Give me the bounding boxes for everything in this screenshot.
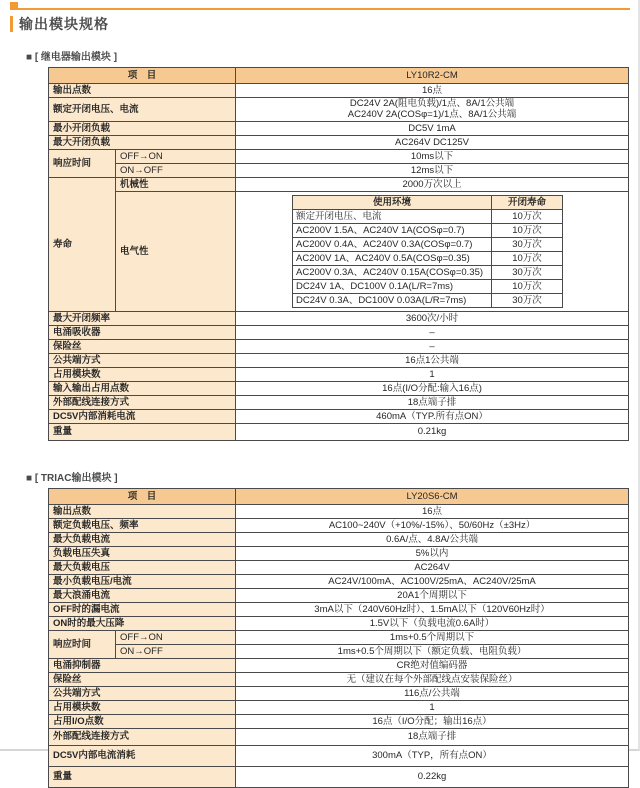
spec-value: CR绝对值编码器 (236, 658, 629, 672)
table-row (49, 149, 629, 163)
life-value: 10万次 (492, 279, 563, 293)
table-row (49, 644, 629, 658)
spec-label: 外部配线连接方式 (49, 395, 236, 409)
spec-value: 10ms以下 (236, 149, 629, 163)
table-row (49, 700, 629, 714)
accent-vertical-bar (10, 16, 13, 32)
table-header-row (49, 488, 629, 504)
table-row (49, 191, 629, 311)
table-row (49, 672, 629, 686)
spec-label: 占用模块数 (49, 700, 236, 714)
page-header (0, 0, 638, 40)
spec-label: 输出点数 (49, 504, 236, 518)
table-header-row (49, 68, 629, 84)
column-header-item: 项 目 (49, 68, 236, 84)
table-row (49, 135, 629, 149)
title-block (10, 14, 109, 34)
table-row (49, 409, 629, 423)
life-env: AC200V 1A、AC240V 0.5A(COSφ=0.35) (293, 251, 492, 265)
life-table-header-row (293, 195, 563, 209)
spec-table-triac (48, 488, 629, 788)
spec-label: 负载电压失真 (49, 546, 236, 560)
spec-label: 最大开闭频率 (49, 311, 236, 325)
life-env: AC200V 0.3A、AC240V 0.15A(COSφ=0.35) (293, 265, 492, 279)
table-row (49, 504, 629, 518)
life-env: 额定开闭电压、电流 (293, 209, 492, 223)
spec-value-line1: DC24V 2A(阻电负载)/1点、8A/1公共端 (349, 98, 515, 109)
table-row (49, 560, 629, 574)
spec-value: 460mA（TYP.所有点ON） (236, 409, 629, 423)
life-env: AC200V 1.5A、AC240V 1A(COSφ=0.7) (293, 223, 492, 237)
table-row (49, 602, 629, 616)
spec-value: – (236, 325, 629, 339)
life-col-life: 开闭寿命 (492, 195, 563, 209)
table-row (49, 630, 629, 644)
spec-label: 最小开闭负载 (49, 121, 236, 135)
spec-label: 额定开闭电压、电流 (49, 98, 236, 122)
spec-sublabel: 电气性 (116, 191, 236, 311)
spec-sublabel: OFF→ON (116, 149, 236, 163)
life-value: 30万次 (492, 237, 563, 251)
table-row (49, 381, 629, 395)
spec-label: 电涌抑制器 (49, 658, 236, 672)
spec-label: DC5V内部电流消耗 (49, 745, 236, 766)
spec-value: 18点端子排 (236, 728, 629, 745)
table-row (49, 311, 629, 325)
life-value: 30万次 (492, 293, 563, 307)
column-header-model: LY10R2-CM (236, 68, 629, 84)
spec-sublabel: ON→OFF (116, 163, 236, 177)
life-table-row (293, 237, 563, 251)
spec-label: 额定负载电压、频率 (49, 518, 236, 532)
table-row (49, 339, 629, 353)
spec-label: 占用I/O点数 (49, 714, 236, 728)
section-label-triac: ■ [ TRIAC输出模块 ] (26, 472, 118, 484)
spec-value: AC100~240V（+10%/-15%）、50/60Hz（±3Hz） (236, 518, 629, 532)
spec-value: AC264V DC125V (236, 135, 629, 149)
spec-table-relay (48, 67, 629, 441)
spec-value: 16点（I/O分配；输出16点） (236, 714, 629, 728)
life-env: AC200V 0.4A、AC240V 0.3A(COSφ=0.7) (293, 237, 492, 251)
spec-value: 300mA（TYP，所有点ON） (236, 745, 629, 766)
spec-label: 重量 (49, 423, 236, 440)
life-value: 30万次 (492, 265, 563, 279)
accent-square-decoration (10, 2, 18, 10)
spec-value: 1 (236, 700, 629, 714)
spec-value: 16点1公共端 (236, 353, 629, 367)
table-row (49, 177, 629, 191)
table-row (49, 98, 629, 122)
spec-value (236, 98, 629, 122)
page-title: 输出模块规格 (19, 16, 109, 32)
spec-label: 最大开闭负载 (49, 135, 236, 149)
spec-value: 16点 (236, 504, 629, 518)
table-row (49, 423, 629, 440)
spec-value: 3mA以下（240V60Hz时）、1.5mA以下（120V60Hz时） (236, 602, 629, 616)
life-table-row (293, 251, 563, 265)
spec-label: 最大负载电压 (49, 560, 236, 574)
spec-value: 5%以内 (236, 546, 629, 560)
spec-value: 1ms+0.5个周期以下 (236, 630, 629, 644)
spec-value: 3600次/小时 (236, 311, 629, 325)
table-row (49, 616, 629, 630)
spec-value: DC5V 1mA (236, 121, 629, 135)
spec-value: 20A1个周期以下 (236, 588, 629, 602)
table-row (49, 686, 629, 700)
table-row (49, 367, 629, 381)
spec-value: 0.22kg (236, 766, 629, 787)
life-table-row (293, 265, 563, 279)
life-col-env: 使用环境 (293, 195, 492, 209)
table-row (49, 574, 629, 588)
table-row (49, 728, 629, 745)
spec-label: 响应时间 (49, 149, 116, 177)
life-value: 10万次 (492, 251, 563, 265)
spec-value: – (236, 339, 629, 353)
spec-label: 保险丝 (49, 339, 236, 353)
spec-value: 2000万次以上 (236, 177, 629, 191)
spec-label: DC5V内部消耗电流 (49, 409, 236, 423)
spec-label: 寿命 (49, 177, 116, 311)
life-value: 10万次 (492, 209, 563, 223)
accent-horizontal-rule (18, 8, 630, 10)
life-table-row (293, 293, 563, 307)
spec-label: 外部配线连接方式 (49, 728, 236, 745)
spec-label: 保险丝 (49, 672, 236, 686)
column-header-item: 项 目 (49, 488, 236, 504)
spec-value: 0.21kg (236, 423, 629, 440)
electrical-life-table (292, 195, 563, 308)
spec-value: 无（建议在每个外部配线点安装保险丝） (236, 672, 629, 686)
life-value: 10万次 (492, 223, 563, 237)
spec-value-line2: AC240V 2A(COSφ=1)/1点、8A/1公共端 (347, 109, 517, 121)
spec-label: OFF时的漏电流 (49, 602, 236, 616)
life-table-row (293, 209, 563, 223)
spec-label: 最小负载电压/电流 (49, 574, 236, 588)
spacer (0, 441, 638, 461)
life-table-row (293, 223, 563, 237)
spec-label: 输出点数 (49, 84, 236, 98)
table-row (49, 84, 629, 98)
table-row (49, 518, 629, 532)
spec-label: 公共端方式 (49, 686, 236, 700)
spec-value: 0.6A/点、4.8A/公共端 (236, 532, 629, 546)
table-row (49, 532, 629, 546)
spec-value: 1ms+0.5个周期以下（额定负载、电阻负载） (236, 644, 629, 658)
table-row (49, 353, 629, 367)
table-row (49, 588, 629, 602)
table-row (49, 714, 629, 728)
spec-label: 最大浪涌电流 (49, 588, 236, 602)
spec-label: 公共端方式 (49, 353, 236, 367)
spec-label: 输入输出占用点数 (49, 381, 236, 395)
spec-value: 1.5V以下（负载电流0.6A时） (236, 616, 629, 630)
table-row (49, 121, 629, 135)
life-env: DC24V 1A、DC100V 0.1A(L/R=7ms) (293, 279, 492, 293)
spec-label: 最大负载电流 (49, 532, 236, 546)
spec-value: 16点 (236, 84, 629, 98)
section-label-relay: ■ [ 继电器输出模块 ] (26, 52, 118, 63)
table-row (49, 325, 629, 339)
table-row (49, 395, 629, 409)
electrical-life-cell (236, 191, 629, 311)
table-row (49, 546, 629, 560)
spec-label: 占用模块数 (49, 367, 236, 381)
spec-label: 重量 (49, 766, 236, 787)
spec-sublabel: 机械性 (116, 177, 236, 191)
spec-value: AC264V (236, 560, 629, 574)
spec-value: AC24V/100mA、AC100V/25mA、AC240V/25mA (236, 574, 629, 588)
table-row (49, 745, 629, 766)
spec-label: 响应时间 (49, 630, 116, 658)
spec-sublabel: OFF→ON (116, 630, 236, 644)
column-header-model: LY20S6-CM (236, 488, 629, 504)
spec-value: 1 (236, 367, 629, 381)
spec-label: ON时的最大压降 (49, 616, 236, 630)
life-env: DC24V 0.3A、DC100V 0.03A(L/R=7ms) (293, 293, 492, 307)
table-row (49, 658, 629, 672)
spec-value: 16点(I/O分配:输入16点) (236, 381, 629, 395)
spec-label: 电涌吸收器 (49, 325, 236, 339)
life-table-row (293, 279, 563, 293)
spec-value: 12ms以下 (236, 163, 629, 177)
table-row (49, 766, 629, 787)
table-row (49, 163, 629, 177)
spec-sublabel: ON→OFF (116, 644, 236, 658)
spec-value: 18点端子排 (236, 395, 629, 409)
spec-value: 116点/公共端 (236, 686, 629, 700)
